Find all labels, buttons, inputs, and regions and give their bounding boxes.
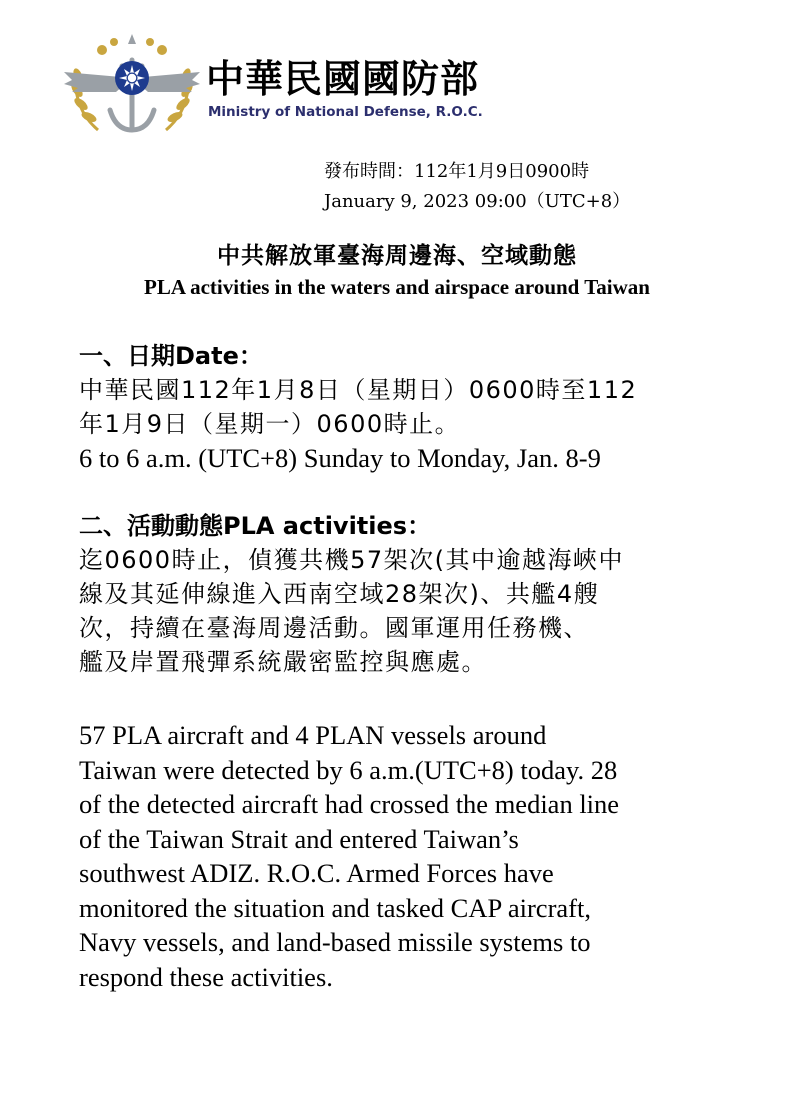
date-zh-line: 中華民國112年1月8日（星期日）0600時至112 <box>79 376 638 404</box>
english-summary-line: of the detected aircraft had crossed the median line <box>79 789 620 819</box>
english-summary-line: respond these activities. <box>79 961 333 992</box>
activities-zh-line: 艦及岸置飛彈系統嚴密監控與應處。 <box>79 648 487 676</box>
date-zh-line: 年1月9日（星期一）0600時止。 <box>79 410 461 438</box>
document-title <box>0 238 794 300</box>
release-time-zh: 發布時間：112年1月9日0900時 <box>324 161 590 182</box>
date-text-en: 6 to 6 a.m. (UTC+8) Sunday to Monday, Jan. 8-9 <box>79 443 601 473</box>
release-time-en: January 9, 2023 09:00（UTC+8） <box>324 191 631 212</box>
ministry-name-en: Ministry of National Defense, R.O.C. <box>208 104 483 120</box>
date-text-zh <box>79 373 729 441</box>
activities-text-zh <box>79 543 729 679</box>
english-summary-line: Taiwan were detected by 6 a.m.(UTC+8) today. 28 <box>79 754 618 785</box>
english-summary-line: Navy vessels, and land-based missile systems to <box>79 927 591 957</box>
english-summary-line: monitored the situation and tasked CAP aircraft, <box>79 892 591 923</box>
english-summary-line: 57 PLA aircraft and 4 PLAN vessels around <box>79 720 547 750</box>
letterhead <box>58 30 518 142</box>
activities-heading: 二、活動動態PLA activities： <box>79 512 432 540</box>
activities-zh-line: 迄0600時止，偵獲共機57架次(其中逾越海峽中 <box>79 546 624 574</box>
english-summary-line: of the Taiwan Strait and entered Taiwan’s <box>79 823 519 854</box>
title-zh: 中共解放軍臺海周邊海、空域動態 <box>217 243 577 269</box>
english-summary <box>79 718 729 994</box>
release-time <box>324 157 630 217</box>
date-section <box>79 339 729 476</box>
activities-zh-line: 線及其延伸線進入西南空域28架次)、共艦4艘 <box>79 580 600 608</box>
ministry-emblem-icon <box>58 30 206 142</box>
ministry-name-zh: 中華民國國防部 <box>206 57 480 101</box>
activities-zh-line: 次，持續在臺海周邊活動。國軍運用任務機、 <box>79 614 589 642</box>
date-heading: 一、日期Date： <box>79 342 263 370</box>
title-en: PLA activities in the waters and airspace around Taiwan <box>144 275 650 299</box>
english-summary-line: southwest ADIZ. R.O.C. Armed Forces have <box>79 858 554 888</box>
activities-section <box>79 509 729 679</box>
